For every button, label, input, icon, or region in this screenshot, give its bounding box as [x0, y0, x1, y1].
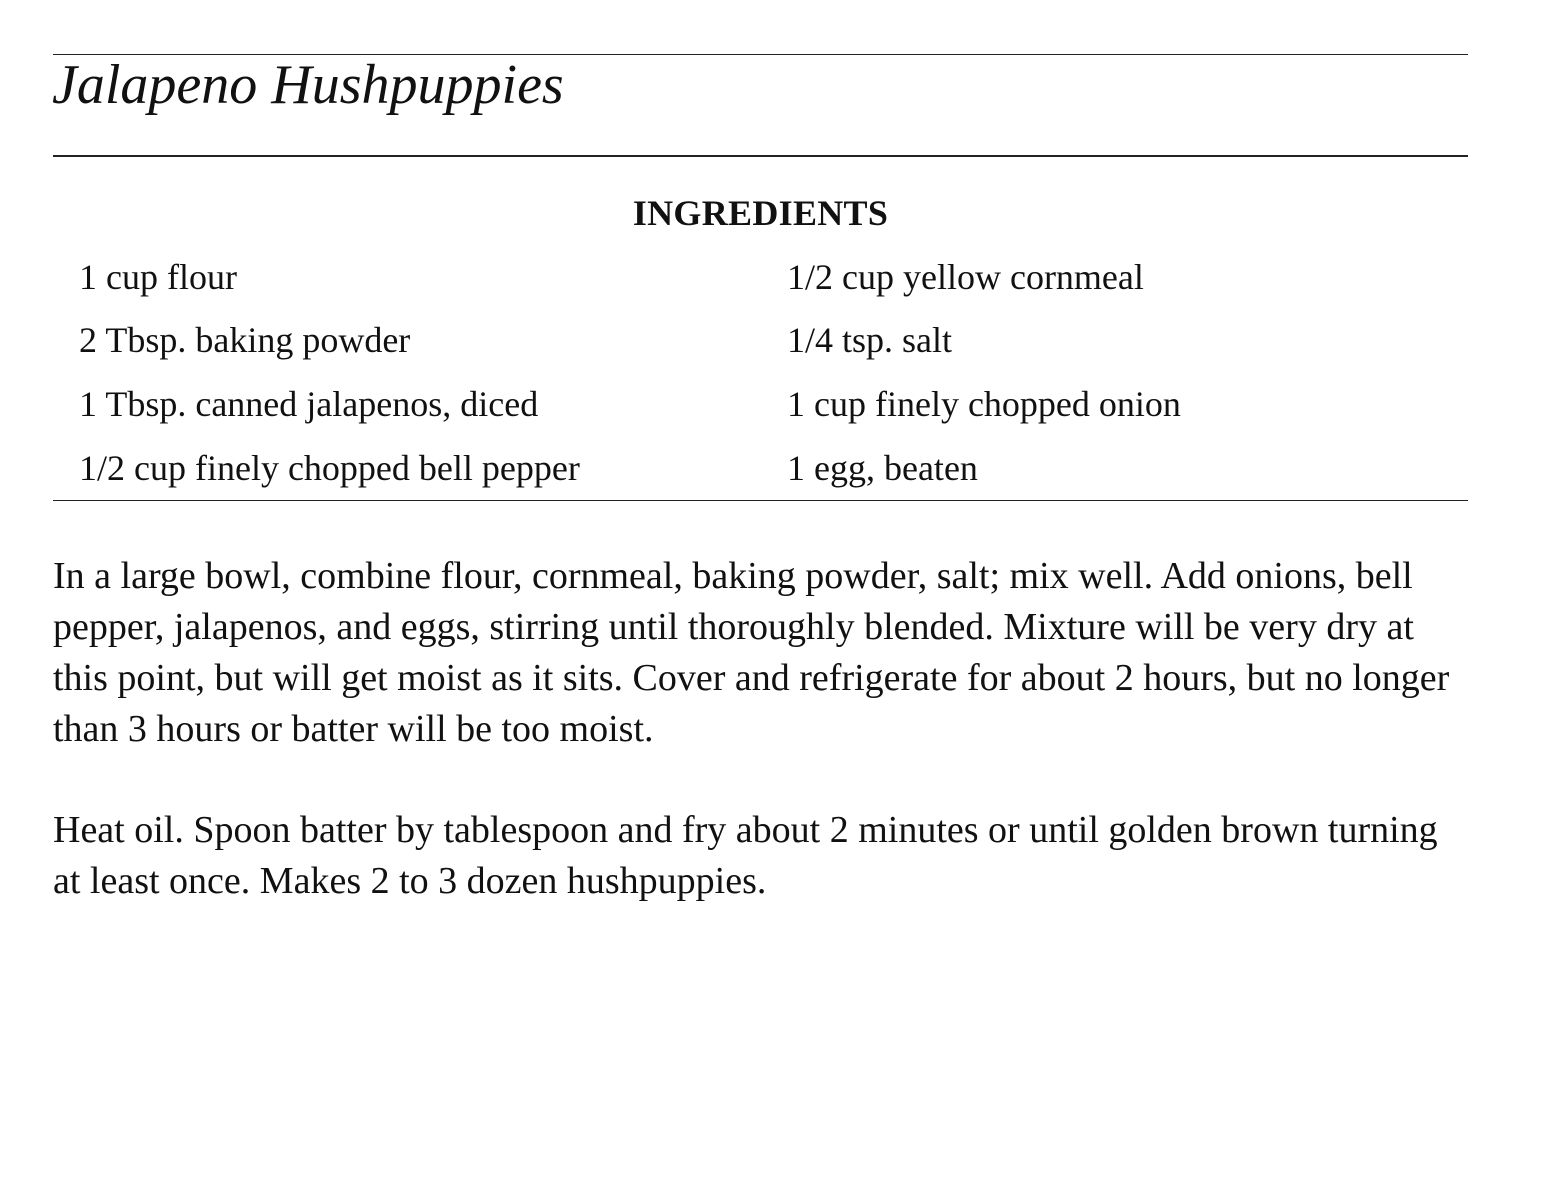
ingredient-item: 1/2 cup yellow cornmeal — [787, 257, 1144, 297]
recipe-title: Jalapeno Hushpuppies — [52, 54, 564, 116]
ingredients-heading: INGREDIENTS — [632, 193, 889, 233]
ingredient-item: 2 Tbsp. baking powder — [79, 320, 411, 360]
ingredient-item: 1 Tbsp. canned jalapenos, diced — [79, 384, 539, 424]
ingredient-item: 1/4 tsp. salt — [787, 320, 953, 360]
ingredients-divider — [53, 500, 1468, 501]
title-divider — [53, 155, 1468, 157]
ingredient-item: 1 cup flour — [79, 257, 237, 297]
ingredient-item: 1 egg, beaten — [787, 448, 978, 488]
ingredient-item: 1/2 cup finely chopped bell pepper — [79, 448, 580, 488]
instructions-paragraph: Heat oil. Spoon batter by tablespoon and fry about 2 minutes or until golden brown turning at least once. Makes 2 to 3 dozen hushpuppies. — [53, 809, 1438, 902]
instructions-paragraph: In a large bowl, combine flour, cornmeal, baking powder, salt; mix well. Add onions, bell pepper, jalapenos, and eggs, stirring until thoroughly blended. Mixture will be very dry at this point, but will get moist as it sits. Cover and refrigerate for about 2 hours, but no longer than 3 hours or batter will be too moist. — [53, 555, 1450, 750]
ingredient-item: 1 cup finely chopped onion — [787, 384, 1181, 424]
